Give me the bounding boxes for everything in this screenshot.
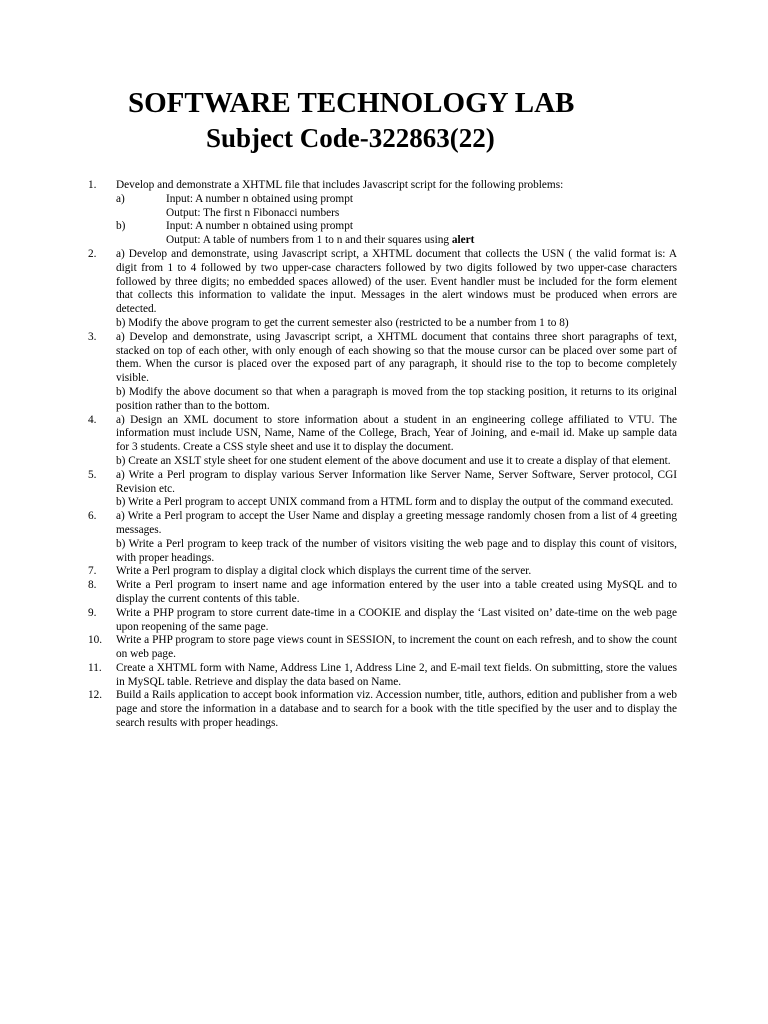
alert-keyword: alert bbox=[451, 234, 475, 247]
item-number: 2. bbox=[88, 247, 97, 260]
item-number: 11. bbox=[88, 661, 102, 674]
item-part-b: b) Modify the above program to get the current semester also (restricted to be a number from 1 to 8) bbox=[116, 316, 569, 329]
item-number: 12. bbox=[88, 689, 103, 702]
item-text: Create a XHTML form with Name, Address Line 1, Address Line 2, and E-mail text fields. On submitting, store the values in MySQL table. Retrieve and display the data based on Name. bbox=[116, 661, 677, 688]
item-number: 10. bbox=[88, 634, 103, 647]
list-item-4 bbox=[88, 414, 677, 469]
subitem-label: a) bbox=[116, 192, 125, 205]
item-part-a: a) Develop and demonstrate, using Javascript script, a XHTML document that contains three short paragraphs of text, stacked on top of each other, with only enough of each showing so that the mouse cursor can be placed over some part of them. When the cursor is placed over the exposed part of any paragraph, it should rise to the top to become completely visible. bbox=[116, 330, 677, 385]
item-number: 8. bbox=[88, 579, 97, 592]
item-number: 6. bbox=[88, 510, 97, 523]
list-item-7 bbox=[88, 565, 677, 579]
list-item-3 bbox=[88, 331, 677, 414]
list-item-12 bbox=[88, 689, 677, 730]
item-number: 5. bbox=[88, 468, 97, 481]
list-item-8 bbox=[88, 579, 677, 607]
item-part-a: a) Design an XML document to store information about a student in an engineering college affiliated to VTU. The information must include USN, Name, Name of the College, Brach, Year of Joining, and e-mail id. Make up sample data for 3 students. Create a CSS style sheet and use it to display the document. bbox=[116, 413, 677, 454]
item-part-b: b) Write a Perl program to accept UNIX command from a HTML form and to display the output of the command executed. bbox=[116, 496, 674, 509]
item-text: Write a Perl program to insert name and age information entered by the user into a table created using MySQL and to display the current contents of this table. bbox=[116, 579, 677, 605]
subitem-input-line: Input: A number n obtained using prompt bbox=[166, 220, 354, 233]
item-number: 3. bbox=[88, 330, 97, 343]
item-number: 1. bbox=[88, 179, 97, 191]
list-item-1 bbox=[88, 179, 677, 248]
subitem-b bbox=[116, 220, 677, 248]
output-text: Output: A table of numbers from 1 to n and their squares using bbox=[166, 234, 452, 247]
item-number: 7. bbox=[88, 565, 97, 578]
subitem-output-line bbox=[166, 234, 677, 248]
subject-code: Subject Code-322863(22) bbox=[206, 123, 495, 153]
item-number: 4. bbox=[88, 413, 97, 426]
item-part-b: b) Write a Perl program to keep track of the number of visitors visiting the web page and to display this count of visitors, with proper headings. bbox=[116, 537, 677, 564]
subitem-input-line: Input: A number n obtained using prompt bbox=[166, 192, 354, 205]
item-intro: Develop and demonstrate a XHTML file that includes Javascript script for the following problems: bbox=[116, 179, 564, 191]
list-item-6 bbox=[88, 510, 677, 565]
item-part-a: a) Develop and demonstrate, using Javascript script, a XHTML document that collects the USN ( the valid format is: A digit from 1 to 4 followed by two upper-case characters followed by two digits followed by two upper-case characters followed by three digits; no embedded spaces allowed) of the user. Event handler must be included for the form element that collects this information to validate the input. Messages in the alert windows must be produced when errors are detected. bbox=[116, 247, 677, 316]
list-item-10 bbox=[88, 634, 677, 662]
item-text: Write a PHP program to store page views count in SESSION, to increment the count on each refresh, and to show the count on web page. bbox=[116, 634, 677, 661]
item-part-a: a) Write a Perl program to accept the User Name and display a greeting message randomly chosen from a list of 4 greeting messages. bbox=[116, 510, 677, 536]
lab-program-list bbox=[88, 179, 677, 731]
item-text: Build a Rails application to accept book information viz. Accession number, title, authors, edition and publisher from a web page and store the information in a database and to search for a book with the title specified by the user and to display the search results with proper headings. bbox=[116, 689, 677, 730]
subitem-label: b) bbox=[116, 220, 126, 233]
item-text: Write a PHP program to store current date-time in a COOKIE and display the ‘Last visited on’ date-time on the web page upon reopening of the same page. bbox=[116, 606, 677, 633]
item-part-b: b) Modify the above document so that when a paragraph is moved from the top stacking position, it returns to its original position rather than to the bottom. bbox=[116, 385, 677, 412]
list-item-9 bbox=[88, 607, 677, 635]
item-part-a: a) Write a Perl program to display various Server Information like Server Name, Server Software, Server protocol, CGI Revision etc. bbox=[116, 468, 677, 495]
list-item-2 bbox=[88, 248, 677, 331]
item-text: Write a Perl program to display a digital clock which displays the current time of the server. bbox=[116, 565, 532, 578]
subitem-output-line: Output: The first n Fibonacci numbers bbox=[166, 206, 340, 219]
list-item-11 bbox=[88, 662, 677, 690]
item-number: 9. bbox=[88, 606, 97, 619]
item-part-b: b) Create an XSLT style sheet for one student element of the above document and use it to create a display of that element. bbox=[116, 454, 671, 467]
document-title: SOFTWARE TECHNOLOGY LAB bbox=[128, 87, 575, 119]
list-item-5 bbox=[88, 469, 677, 510]
subitem-a bbox=[116, 193, 677, 221]
